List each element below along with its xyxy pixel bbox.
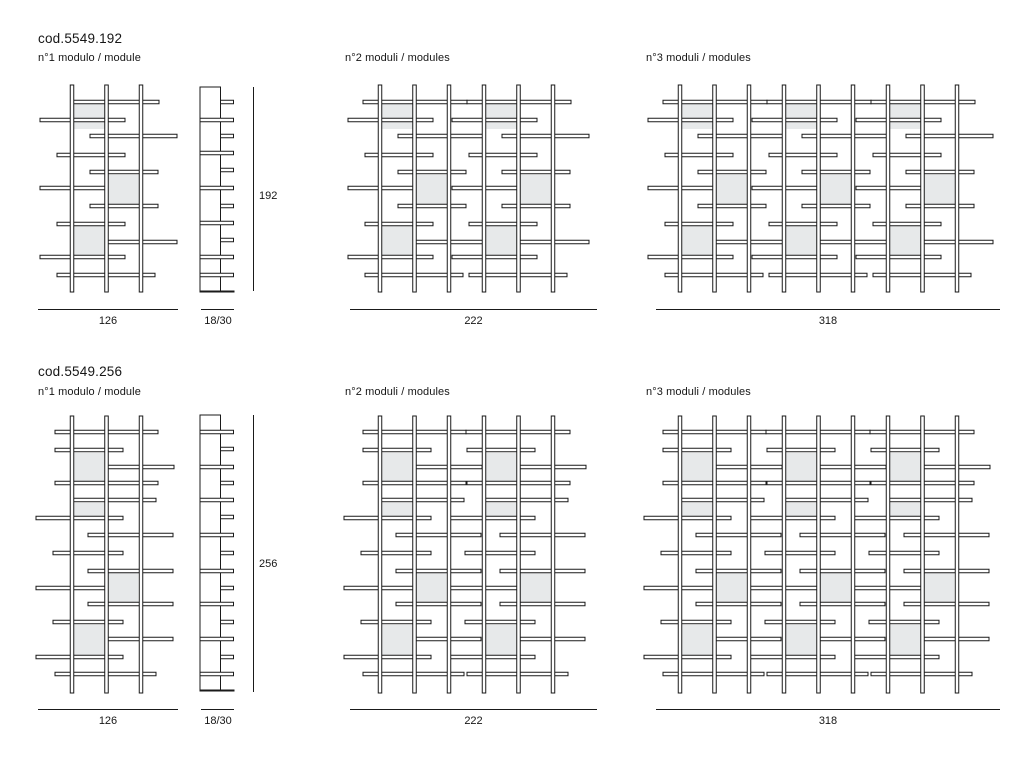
- module-label-256-3: n°3 moduli / modules: [646, 386, 751, 398]
- front-view-256-1module: [36, 414, 180, 696]
- width-label-192-3: 318: [818, 315, 838, 327]
- front-view-256-3modules: [644, 414, 996, 696]
- width-dimension-line-192-1: [38, 309, 178, 310]
- front-view-192-3modules: [644, 84, 996, 294]
- module-label-192-3: n°3 moduli / modules: [646, 52, 751, 64]
- height-dimension-label-256: 256: [259, 558, 278, 570]
- product-code-256: cod.5549.256: [38, 364, 123, 379]
- depth-label-192: 18/30: [204, 315, 232, 327]
- width-label-256-3: 318: [818, 715, 838, 727]
- module-label-192-2: n°2 moduli / modules: [345, 52, 450, 64]
- front-view-192-1module: [36, 84, 180, 294]
- height-dimension-label-192: 192: [259, 190, 278, 202]
- depth-label-256: 18/30: [204, 715, 232, 727]
- product-code-192: cod.5549.192: [38, 31, 123, 46]
- front-view-192-2modules: [344, 84, 592, 294]
- module-label-256-2: n°2 moduli / modules: [345, 386, 450, 398]
- depth-dimension-line-256: [201, 709, 234, 710]
- width-dimension-line-192-2: [350, 309, 597, 310]
- width-dimension-line-256-3: [656, 709, 1000, 710]
- width-label-192-1: 126: [98, 315, 118, 327]
- side-view-192: [199, 84, 239, 296]
- module-label-192-1: n°1 modulo / module: [38, 52, 141, 64]
- width-dimension-line-256-1: [38, 709, 178, 710]
- height-dimension-line-192: [253, 87, 254, 291]
- depth-dimension-line-192: [201, 309, 234, 310]
- side-view-256: [199, 414, 239, 695]
- width-dimension-line-256-2: [350, 709, 597, 710]
- front-view-256-2modules: [344, 414, 592, 696]
- width-label-192-2: 222: [464, 315, 483, 327]
- width-label-256-1: 126: [98, 715, 118, 727]
- width-dimension-line-192-3: [656, 309, 1000, 310]
- width-label-256-2: 222: [464, 715, 483, 727]
- height-dimension-line-256: [253, 415, 254, 692]
- module-label-256-1: n°1 modulo / module: [38, 386, 141, 398]
